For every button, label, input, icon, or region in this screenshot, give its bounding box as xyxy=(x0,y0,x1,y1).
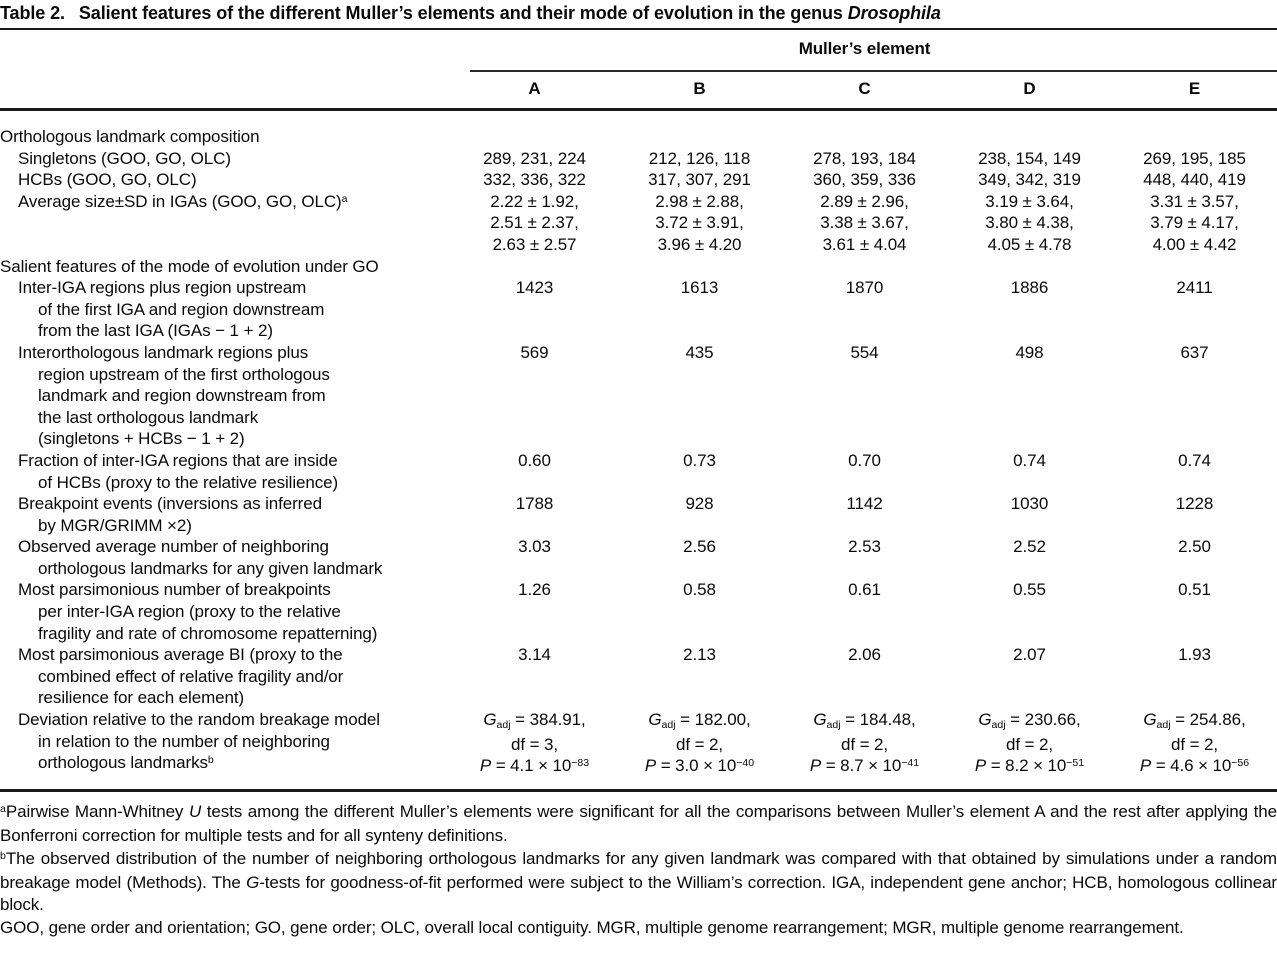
row-label-line: Interorthologous landmark regions plus xyxy=(18,342,309,362)
value-line: $P = 8.2 \times 10^{-51}$ xyxy=(974,756,1085,776)
footnote: $^a$Pairwise Mann-Whitney U tests among the different Muller’s elements were significant for all the comparisons between Muller’s element A and the rest after applying the Bonferroni correction for multiple tests and for all synteny definitions. xyxy=(0,801,1277,846)
row-label xyxy=(0,169,452,191)
value-cell xyxy=(617,493,782,515)
row-label-line: orthologous landmarks$^b$ xyxy=(38,753,214,773)
value-line: 1870 xyxy=(845,278,884,298)
row-label xyxy=(0,256,1277,278)
row-label xyxy=(0,277,452,342)
value-cell xyxy=(617,644,782,666)
row-label-line: combined effect of relative fragility and/or xyxy=(38,666,344,686)
column-header-b: B xyxy=(693,79,706,98)
table-number: Table 2. xyxy=(0,3,65,23)
row-label-line: Most parsimonious number of breakpoints xyxy=(18,580,331,600)
value-cell xyxy=(782,191,947,256)
table-row xyxy=(0,148,1277,170)
value-line: 269, 195, 185 xyxy=(1143,148,1246,168)
value-cell xyxy=(452,709,617,780)
value-cell xyxy=(782,493,947,515)
value-line: 2.53 xyxy=(848,537,881,557)
row-label xyxy=(0,536,452,579)
value-line: df = 2, xyxy=(1005,734,1054,754)
value-line: $P = 3.0 \times 10^{-40}$ xyxy=(644,756,755,776)
row-label-line: Most parsimonious average BI (proxy to the xyxy=(18,645,343,665)
value-line: 2.06 xyxy=(848,645,881,665)
value-cell xyxy=(782,579,947,601)
value-line: 278, 193, 184 xyxy=(813,148,916,168)
row-label xyxy=(0,126,1277,148)
table-body xyxy=(0,111,1277,789)
value-line: 1228 xyxy=(1175,494,1214,514)
table-row xyxy=(0,169,1277,191)
value-line: 498 xyxy=(1015,342,1044,362)
value-line: 3.79 ± 4.17, xyxy=(1150,213,1239,233)
value-cell xyxy=(1112,169,1277,191)
column-header-row xyxy=(0,72,1277,108)
value-cell xyxy=(452,169,617,191)
value-cell xyxy=(947,579,1112,601)
table-row xyxy=(0,709,1277,780)
table-row xyxy=(0,493,1277,536)
value-line: 2.51 ± 2.37, xyxy=(490,213,579,233)
value-cell xyxy=(617,709,782,780)
value-line: 3.96 ± 4.20 xyxy=(657,234,742,254)
section-row xyxy=(0,126,1277,148)
value-line: 569 xyxy=(520,342,549,362)
row-label xyxy=(0,342,452,450)
value-line: df = 3, xyxy=(510,734,559,754)
value-cell xyxy=(947,450,1112,472)
row-label-line: fragility and rate of chromosome repatterning) xyxy=(38,623,378,643)
row-label xyxy=(0,450,452,493)
column-header-a: A xyxy=(528,79,541,98)
value-line: 1142 xyxy=(846,494,883,514)
value-line: 1886 xyxy=(1010,278,1049,298)
footnotes xyxy=(0,792,1277,939)
value-line: 0.61 xyxy=(848,580,881,600)
value-cell xyxy=(1112,644,1277,666)
row-label-line: Average size±SD in IGAs (GOO, GO, OLC)$^a$ xyxy=(18,191,348,211)
value-cell xyxy=(452,191,617,256)
value-line: 448, 440, 419 xyxy=(1143,170,1246,190)
value-line: 0.74 xyxy=(1013,450,1046,470)
value-cell xyxy=(782,277,947,299)
table-row xyxy=(0,342,1277,450)
value-line: 435 xyxy=(685,342,714,362)
value-cell xyxy=(947,536,1112,558)
value-cell xyxy=(617,169,782,191)
value-cell xyxy=(947,148,1112,170)
row-label-line: Singletons (GOO, GO, OLC) xyxy=(18,148,231,168)
value-line: df = 2, xyxy=(675,734,724,754)
value-cell xyxy=(782,148,947,170)
row-label-line: per inter-IGA region (proxy to the relative xyxy=(38,602,341,622)
row-label-line: orthologous landmarks for any given landmark xyxy=(38,558,383,578)
value-cell xyxy=(947,644,1112,666)
value-cell xyxy=(452,579,617,601)
table-row xyxy=(0,579,1277,644)
row-label-line: of HCBs (proxy to the relative resilience) xyxy=(38,472,339,492)
value-cell xyxy=(452,644,617,666)
row-label xyxy=(0,191,452,216)
row-label xyxy=(0,709,452,777)
value-cell xyxy=(452,277,617,299)
value-cell xyxy=(947,169,1112,191)
value-line: 3.38 ± 3.67, xyxy=(820,213,909,233)
value-cell xyxy=(617,579,782,601)
value-line: 212, 126, 118 xyxy=(648,148,751,168)
value-line: 1030 xyxy=(1010,494,1049,514)
row-label-line: Orthologous landmark composition xyxy=(0,127,260,146)
page-title xyxy=(0,0,1277,28)
value-line: 1423 xyxy=(515,278,554,298)
value-line: 2.63 ± 2.57 xyxy=(492,234,577,254)
value-line: 4.05 ± 4.78 xyxy=(987,234,1072,254)
row-label-line: Breakpoint events (inversions as inferred xyxy=(18,494,322,514)
row-label-line: from the last IGA (IGAs − 1 + 2) xyxy=(38,321,273,341)
table-title-genus: Drosophila xyxy=(847,3,941,23)
value-cell xyxy=(1112,342,1277,364)
value-line: 3.72 ± 3.91, xyxy=(655,213,744,233)
row-label-line: Deviation relative to the random breakage model xyxy=(18,710,380,730)
value-line: Gadj = 230.66, xyxy=(978,710,1081,731)
table-row xyxy=(0,191,1277,256)
value-line: 349, 342, 319 xyxy=(978,170,1081,190)
value-cell xyxy=(617,148,782,170)
row-label-line: (singletons + HCBs − 1 + 2) xyxy=(38,429,245,449)
value-line: 238, 154, 149 xyxy=(978,148,1081,168)
value-cell xyxy=(452,342,617,364)
value-cell xyxy=(1112,579,1277,601)
value-cell xyxy=(947,709,1112,780)
value-cell xyxy=(782,342,947,364)
value-line: 3.61 ± 4.04 xyxy=(822,234,907,254)
value-cell xyxy=(452,148,617,170)
row-label-line: Inter-IGA regions plus region upstream xyxy=(18,278,307,298)
table-row xyxy=(0,450,1277,493)
table-title-text: Salient features of the different Muller’s elements and their mode of evolution in the genus xyxy=(78,3,843,23)
value-line: 2.22 ± 1.92, xyxy=(490,191,579,211)
muller-element-group-header: Muller’s element xyxy=(798,39,931,58)
value-cell xyxy=(782,709,947,780)
row-label-line: in relation to the number of neighboring xyxy=(38,731,330,751)
value-cell xyxy=(617,342,782,364)
value-cell xyxy=(782,644,947,666)
value-line: 928 xyxy=(685,494,714,514)
row-label-line: Fraction of inter-IGA regions that are inside xyxy=(18,450,338,470)
value-line: 0.51 xyxy=(1178,580,1211,600)
row-label-line: Observed average number of neighboring xyxy=(18,537,329,557)
value-line: 1.26 xyxy=(518,580,551,600)
value-line: 2411 xyxy=(1176,278,1213,298)
row-label-line: region upstream of the first orthologous xyxy=(38,364,330,384)
value-cell xyxy=(1112,191,1277,256)
row-label-line: landmark and region downstream from xyxy=(38,386,326,406)
row-label-line: the last orthologous landmark xyxy=(38,407,259,427)
row-label-line: Salient features of the mode of evolution under GO xyxy=(0,256,379,276)
value-cell xyxy=(1112,148,1277,170)
footnote: $^b$The observed distribution of the number of neighboring orthologous landmarks for any given landmark was compared with that obtained by simulations under a random breakage model (Methods). The G-tests for goodness-of-fit performed were subject to the William’s correction. IGA, independent gene anchor; HCB, homologous collinear block. xyxy=(0,848,1277,915)
row-label-line: by MGR/GRIMM ×2) xyxy=(38,515,192,535)
value-line: Gadj = 182.00, xyxy=(648,710,751,731)
value-line: 2.56 xyxy=(683,537,716,557)
value-line: 2.89 ± 2.96, xyxy=(820,191,909,211)
table-row xyxy=(0,536,1277,579)
value-line: $P = 4.1 \times 10^{-83}$ xyxy=(479,756,590,776)
section-row xyxy=(0,256,1277,278)
value-line: 0.55 xyxy=(1013,580,1046,600)
value-cell xyxy=(947,277,1112,299)
value-line: 3.03 xyxy=(518,537,551,557)
value-cell xyxy=(1112,536,1277,558)
value-line: 1.93 xyxy=(1178,645,1211,665)
value-line: 4.00 ± 4.42 xyxy=(1152,234,1237,254)
value-line: 3.14 xyxy=(518,645,551,665)
row-label-line: of the first IGA and region downstream xyxy=(38,299,325,319)
value-line: 1788 xyxy=(515,494,554,514)
value-line: Gadj = 384.91, xyxy=(483,710,586,731)
value-line: 2.07 xyxy=(1013,645,1046,665)
value-cell xyxy=(947,191,1112,256)
value-line: 1613 xyxy=(680,278,719,298)
footnote: GOO, gene order and orientation; GO, gene order; OLC, overall local contiguity. MGR, multiple genome rearrangement; MGR, multiple genome rearrangement. xyxy=(0,917,1184,937)
value-cell xyxy=(1112,277,1277,299)
value-line: 0.60 xyxy=(518,450,551,470)
table-row xyxy=(0,277,1277,342)
value-line: 3.19 ± 3.64, xyxy=(985,191,1074,211)
value-cell xyxy=(452,536,617,558)
value-line: 0.58 xyxy=(683,580,716,600)
value-line: 2.13 xyxy=(683,645,716,665)
value-cell xyxy=(617,191,782,256)
row-label-line: HCBs (GOO, GO, OLC) xyxy=(18,170,197,190)
value-cell xyxy=(782,450,947,472)
value-cell xyxy=(782,536,947,558)
row-label-line: resilience for each element) xyxy=(38,688,245,708)
value-cell xyxy=(1112,450,1277,472)
value-line: 332, 336, 322 xyxy=(483,170,586,190)
column-header-d: D xyxy=(1023,79,1036,98)
value-line: 0.74 xyxy=(1178,450,1211,470)
value-cell xyxy=(617,536,782,558)
value-line: 2.50 xyxy=(1178,537,1211,557)
value-line: 554 xyxy=(850,342,879,362)
value-line: df = 2, xyxy=(1170,734,1219,754)
value-line: 3.80 ± 4.38, xyxy=(985,213,1074,233)
value-line: 2.52 xyxy=(1013,537,1046,557)
value-line: Gadj = 254.86, xyxy=(1143,710,1246,731)
column-header-spacer xyxy=(0,79,452,99)
value-cell xyxy=(1112,493,1277,515)
value-cell xyxy=(452,493,617,515)
value-line: 317, 307, 291 xyxy=(648,170,751,190)
value-line: 637 xyxy=(1180,342,1209,362)
column-header-e: E xyxy=(1188,79,1201,98)
value-line: 0.70 xyxy=(848,450,881,470)
row-label xyxy=(0,579,452,644)
value-cell xyxy=(947,342,1112,364)
value-line: df = 2, xyxy=(840,734,889,754)
table-row xyxy=(0,644,1277,709)
value-line: Gadj = 184.48, xyxy=(813,710,916,731)
column-header-c: C xyxy=(858,79,871,98)
value-cell xyxy=(617,277,782,299)
row-label xyxy=(0,644,452,709)
value-cell xyxy=(452,450,617,472)
value-line: $P = 4.6 \times 10^{-56}$ xyxy=(1139,756,1250,776)
value-line: 3.31 ± 3.57, xyxy=(1150,191,1239,211)
value-line: 0.73 xyxy=(683,450,716,470)
row-label xyxy=(0,493,452,536)
row-label xyxy=(0,148,452,170)
value-line: 2.98 ± 2.88, xyxy=(655,191,744,211)
value-cell xyxy=(617,450,782,472)
value-line: $P = 8.7 \times 10^{-41}$ xyxy=(809,756,920,776)
value-line: 360, 359, 336 xyxy=(813,170,916,190)
value-line: 289, 231, 224 xyxy=(483,148,586,168)
value-cell xyxy=(782,169,947,191)
value-cell xyxy=(1112,709,1277,780)
value-cell xyxy=(947,493,1112,515)
